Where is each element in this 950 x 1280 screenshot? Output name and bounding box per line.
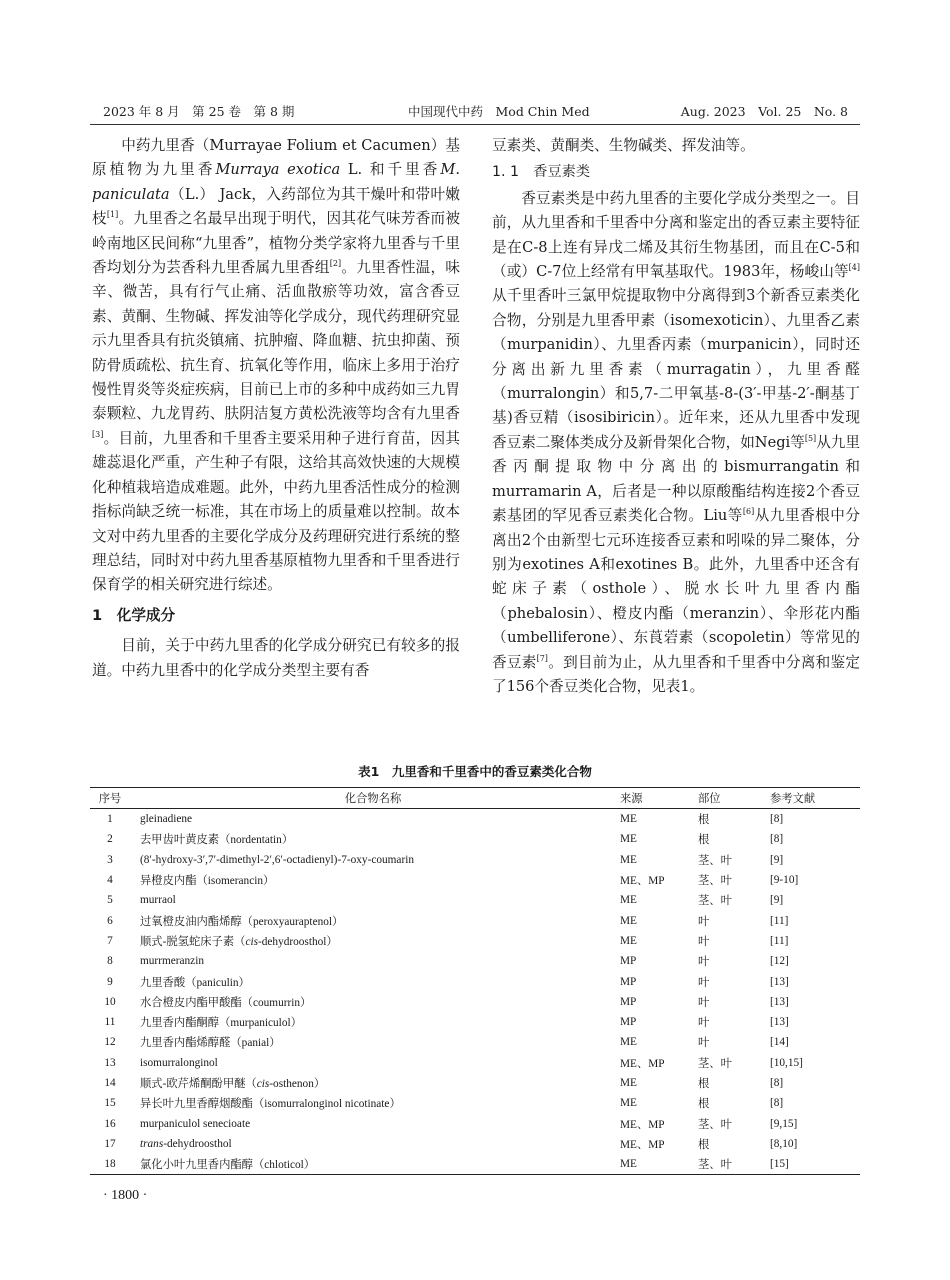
cell-source: MP xyxy=(620,995,637,1008)
cell-reference: [8] xyxy=(770,1097,784,1110)
cell-part: 叶 xyxy=(698,1017,710,1030)
citation-ref[interactable]: [2] xyxy=(329,259,342,269)
cell-number: 7 xyxy=(107,934,113,947)
cell-source: ME xyxy=(620,1097,637,1110)
cell-number: 13 xyxy=(104,1056,116,1069)
cell-source: ME、MP xyxy=(620,1138,665,1151)
header-journal-name: 中国现代中药 Mod Chin Med xyxy=(408,104,590,119)
table-row xyxy=(90,951,860,971)
table-row xyxy=(90,809,860,830)
page-number: · 1800 · xyxy=(103,1188,148,1203)
col-header-number: 序号 xyxy=(98,793,122,805)
cell-compound-name: 九里香内酯酮醇（murpaniculol） xyxy=(140,1017,302,1030)
cell-number: 6 xyxy=(107,914,113,927)
cell-part: 叶 xyxy=(698,956,710,969)
table-row xyxy=(90,1113,860,1133)
cell-part: 根 xyxy=(698,1098,710,1111)
cell-number: 9 xyxy=(107,975,113,988)
table-row xyxy=(90,850,860,870)
cell-compound-name: 氯化小叶九里香内酯醇（chloticol） xyxy=(140,1159,316,1172)
cell-compound-name: 去甲齿叶黄皮素（nordentatin） xyxy=(140,834,294,847)
left-column xyxy=(92,134,460,683)
cell-number: 15 xyxy=(104,1097,116,1110)
cell-part: 茎、叶 xyxy=(698,1057,732,1070)
cell-source: ME、MP xyxy=(620,1118,665,1131)
header-rule xyxy=(90,124,860,125)
cell-reference: [13] xyxy=(770,1016,789,1029)
cell-number: 5 xyxy=(107,894,113,907)
table-row xyxy=(90,1012,860,1032)
cell-part: 叶 xyxy=(698,976,710,989)
cell-compound-name: 过氧橙皮油内酯烯醇（peroxyauraptenol） xyxy=(140,915,344,928)
cell-part: 叶 xyxy=(698,915,710,928)
cell-source: ME xyxy=(620,1158,637,1171)
continued-paragraph: 豆素类、黄酮类、生物碱类、挥发油等。 xyxy=(492,137,755,154)
cell-part: 茎、叶 xyxy=(698,854,732,867)
cell-number: 11 xyxy=(104,1016,116,1029)
cell-compound-name: murrmeranzin xyxy=(140,955,204,968)
intro-paragraph: 中药九里香（Murrayae Folium et Cacumen）基原植物为九里香Murraya exotica L. 和千里香M. paniculata（L.） Jack，入药部位为其干燥叶和带叶嫩枝[1]。九里香之名最早出现于明代，因其花气味芳香而被岭南地区民间称“九里香”，植物分类学家将九里香与千里香均划分为芸香科九里香属九里香组[2]。九里香性温，味辛、微苦，具有行气止痛、活血散瘀等功效，富含香豆素、黄酮、生物碱、挥发油等化学成分，现代药理研究显示九里香具有抗炎镇痛、抗肿瘤、降血糖、抗虫抑菌、预防骨质疏松、抗生育、抗氧化等作用，临床上多用于治疗慢性胃炎等炎症疾病，目前已上市的多种中成药如三九胃泰颗粒、九龙胃药、肤阴洁复方黄松洗液等均含有九里香[3]。目前，九里香和千里香主要采用种子进行育苗，因其雄蕊退化严重，产生种子有限，这给其高效快速的大规模化种植栽培造成难题。此外，中药九里香活性成分的检测指标尚缺乏统一标准，其在市场上的质量难以控制。故本文对中药九里香的主要化学成分及药理研究进行系统的整理总结，同时对中药九里香基原植物九里香和千里香进行保育学的相关研究进行综述。 xyxy=(92,137,460,594)
table-caption: 表1 九里香和千里香中的香豆素类化合物 xyxy=(358,764,592,779)
cell-part: 茎、叶 xyxy=(698,895,732,908)
cell-source: MP xyxy=(620,1016,637,1029)
table-row xyxy=(90,1134,860,1154)
cell-source: ME xyxy=(620,914,637,927)
cell-number: 10 xyxy=(104,995,116,1008)
cell-source: MP xyxy=(620,975,637,988)
cell-reference: [13] xyxy=(770,975,789,988)
cell-number: 1 xyxy=(107,813,113,826)
col-header-part: 部位 xyxy=(698,793,721,805)
cell-reference: [8] xyxy=(770,1077,784,1089)
cell-compound-name: 水合橙皮内酯甲酸酯（coumurrin） xyxy=(140,996,312,1009)
cell-number: 18 xyxy=(104,1158,116,1171)
header-issue-info: 2023 年 8 月 第 25 卷 第 8 期 xyxy=(103,104,295,119)
cell-reference: [9] xyxy=(770,894,784,907)
cell-reference: [9-10] xyxy=(770,874,799,887)
cell-part: 茎、叶 xyxy=(698,875,732,888)
cell-source: MP xyxy=(620,955,637,968)
col-header-compound: 化合物名称 xyxy=(344,793,402,805)
col-header-reference: 参考文献 xyxy=(770,793,816,805)
table-row xyxy=(90,1032,860,1052)
header-issue-info-en: Aug. 2023 Vol. 25 No. 8 xyxy=(680,104,848,119)
table-row xyxy=(90,992,860,1012)
citation-ref[interactable]: [3] xyxy=(92,430,104,440)
cell-number: 2 xyxy=(107,833,113,846)
citation-ref[interactable]: [1] xyxy=(106,210,119,220)
table-row xyxy=(90,910,860,930)
cell-compound-name: murpaniculol senecioate xyxy=(140,1117,251,1130)
citation-ref[interactable]: [5] xyxy=(804,434,817,444)
cell-compound-name: 顺式-脱氢蛇床子素（cis-dehydroosthol） xyxy=(140,935,338,948)
cell-compound-name: 九里香酸（paniculin） xyxy=(140,976,250,989)
cell-number: 14 xyxy=(104,1077,116,1089)
section1-paragraph: 目前，关于中药九里香的化学成分研究已有较多的报道。中药九里香中的化学成分类型主要有香 xyxy=(92,637,460,679)
cell-source: ME xyxy=(620,934,637,947)
citation-ref[interactable]: [4] xyxy=(848,263,860,273)
cell-reference: [11] xyxy=(770,934,789,947)
cell-source: ME xyxy=(620,853,637,866)
cell-number: 8 xyxy=(107,955,113,968)
table-row xyxy=(90,1154,860,1175)
cell-part: 叶 xyxy=(698,935,710,948)
cell-reference: [8,10] xyxy=(770,1137,798,1150)
table-row xyxy=(90,931,860,951)
cell-part: 根 xyxy=(698,834,710,847)
subsection-heading-coumarins: 1. 1 香豆素类 xyxy=(492,164,591,181)
cell-reference: [10,15] xyxy=(770,1056,803,1069)
coumarin-paragraph: 香豆素类是中药九里香的主要化学成分类型之一。目前，从九里香和千里香中分离和鉴定出的香豆素主要特征是在C-8上连有异戊二烯及其衍生物基团，而且在C-5和（或）C-7位上经常有甲氧基取代。1983年，杨峻山等[4]从千里香叶三氯甲烷提取物中分离得到3个新香豆素类化合物，分别是九里香甲素（isomexoticin）、九里香乙素（murpanidin）、九里香丙素（murpanicin），同时还分离出新九里香素（murragatin），九里香醛（murralongin）和5,7-二甲氧基-8-(3′-甲基-2′-酮基丁基)香豆精（isosibiricin）。近年来，还从九里香中发现香豆素二聚体类成分及新骨架化合物，如Negi等[5]从九里香丙酮提取物中分离出的bismurrangatin和murramarin A，后者是一种以原酸酯结构连接2个香豆素基团的罕见香豆素类化合物。Liu等[6]从九里香根中分离出2个由新型七元环连接香豆素和吲哚的异二聚体，分别为exotines A和exotines B。此外，九里香中还含有蛇床子素（osthole）、脱水长叶九里香内酯（phebalosin）、橙皮内酯（meranzin）、伞形花内酯（umbelliferone）、东莨菪素（scopoletin）等常见的香豆素[7]。到目前为止，从九里香和千里香中分离和鉴定了156个香豆类化合物，见表1。 xyxy=(492,189,860,695)
cell-part: 茎、叶 xyxy=(698,1118,732,1131)
cell-compound-name: 异长叶九里香醇烟酸酯（isomurralonginol nicotinate） xyxy=(140,1098,401,1111)
citation-ref[interactable]: [6] xyxy=(742,507,755,517)
cell-part: 根 xyxy=(698,814,710,827)
cell-compound-name: 异橙皮内酯（isomerancin） xyxy=(140,875,275,888)
section-heading-chemistry: 1 化学成分 xyxy=(92,606,176,624)
citation-ref[interactable]: [7] xyxy=(536,653,548,663)
cell-compound-name: 九里香内酯烯醇醛（panial） xyxy=(140,1037,281,1050)
table-row xyxy=(90,971,860,991)
cell-part: 根 xyxy=(698,1138,710,1151)
cell-part: 根 xyxy=(698,1078,710,1090)
cell-compound-name: gleinadiene xyxy=(140,813,193,826)
cell-reference: [8] xyxy=(770,813,784,826)
cell-source: ME xyxy=(620,1077,637,1089)
table-row xyxy=(90,1073,860,1093)
cell-reference: [14] xyxy=(770,1036,789,1049)
cell-number: 12 xyxy=(104,1036,116,1049)
cell-compound-name: murraol xyxy=(140,894,176,907)
cell-reference: [13] xyxy=(770,995,789,1008)
cell-source: ME xyxy=(620,894,637,907)
cell-source: ME xyxy=(620,1036,637,1049)
coumarin-table xyxy=(90,787,860,1175)
table-row xyxy=(90,829,860,849)
cell-reference: [8] xyxy=(770,833,784,846)
cell-part: 茎、叶 xyxy=(698,1159,732,1172)
table-row xyxy=(90,1053,860,1073)
right-column xyxy=(492,134,860,699)
table-row xyxy=(90,870,860,890)
cell-reference: [15] xyxy=(770,1158,789,1171)
running-header xyxy=(103,102,848,122)
col-header-source: 来源 xyxy=(620,793,643,805)
cell-compound-name: trans-dehydroosthol xyxy=(140,1137,232,1150)
table-header-row xyxy=(90,788,860,809)
cell-number: 17 xyxy=(104,1137,116,1150)
table-row xyxy=(90,1093,860,1113)
cell-compound-name: (8′-hydroxy-3′,7′-dimethyl-2′,6′-octadienyl)-7-oxy-coumarin xyxy=(140,853,414,866)
cell-number: 4 xyxy=(107,874,113,887)
cell-source: ME、MP xyxy=(620,875,665,888)
cell-compound-name: isomurralonginol xyxy=(140,1056,218,1069)
cell-reference: [9,15] xyxy=(770,1117,798,1130)
cell-reference: [11] xyxy=(770,914,789,927)
table-body xyxy=(90,809,860,1175)
cell-source: ME xyxy=(620,833,637,846)
cell-number: 16 xyxy=(104,1117,116,1130)
cell-source: ME、MP xyxy=(620,1057,665,1070)
cell-reference: [9] xyxy=(770,853,784,866)
cell-part: 叶 xyxy=(698,1037,710,1050)
cell-source: ME xyxy=(620,813,637,826)
table-row xyxy=(90,890,860,910)
cell-compound-name: 顺式-欧芹烯酮酚甲醚（cis-osthenon） xyxy=(140,1078,326,1090)
cell-reference: [12] xyxy=(770,955,789,968)
cell-part: 叶 xyxy=(698,996,710,1009)
cell-number: 3 xyxy=(107,853,113,866)
